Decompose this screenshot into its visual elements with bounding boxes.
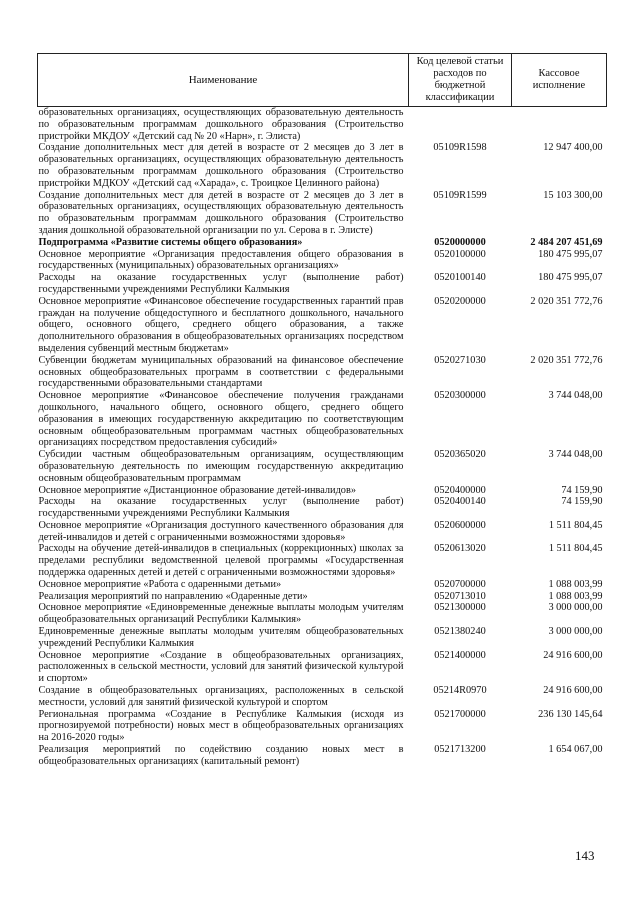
row-amount: 1 654 067,00	[548, 744, 603, 756]
row-name: Подпрограмма «Развитие системы общего образования»	[38, 236, 303, 248]
table-row	[38, 744, 607, 768]
row-code: 05109R1598	[433, 142, 487, 154]
row-name: Создание в общеобразовательных организациях, расположенных в сельской местности, условий для занятий физической культурой и спортом	[38, 685, 404, 708]
row-name: Основное мероприятие «Организация предоставления общего образования в государственных (муниципальных) образовательных организациях»	[38, 248, 404, 272]
row-code: 0520100140	[434, 272, 486, 284]
table-row	[38, 496, 607, 520]
table-row	[38, 107, 607, 143]
row-name: Реализация мероприятий по содействию созданию новых мест в общеобразовательных организациях (капитальный ремонт)	[38, 744, 404, 767]
table-row	[38, 579, 607, 591]
row-name: Основное мероприятие «Создание в общеобразовательных организациях, расположенных в сельской местности, условий для занятий физической культурой и спортом»	[38, 649, 404, 685]
table-row	[38, 626, 607, 650]
row-code: 0520000000	[434, 236, 486, 248]
table-row	[38, 591, 607, 603]
row-name: Основное мероприятие «Финансовое обеспечение получения гражданами дошкольного, начального общего, основного общего, среднего общего образования в имеющих государственную аккредитацию по соответствующим основным общеобразовательным программам частных общеобразовательных организациях посредством предоставления субсидий»	[38, 390, 404, 449]
row-name: Расходы на оказание государственных услуг (выполнение работ) государственными учреждениями Республики Калмыкия	[38, 272, 404, 295]
table-row	[38, 520, 607, 544]
row-code: 0520271030	[434, 354, 486, 366]
header-code: Код целевой статьи расходов по бюджетной классификации	[409, 54, 512, 107]
table-header-row	[38, 54, 607, 107]
header-name: Наименование	[38, 54, 409, 107]
row-code: 0520613020	[434, 543, 486, 555]
row-amount: 74 159,90	[561, 496, 603, 508]
row-name: Основное мероприятие «Дистанционное образование детей-инвалидов»	[38, 484, 356, 496]
row-code: 0521713200	[434, 744, 486, 756]
table-row	[38, 355, 607, 390]
row-amount: 180 475 995,07	[538, 272, 603, 284]
table-row	[38, 142, 607, 189]
row-amount: 3 744 048,00	[548, 449, 603, 461]
row-name: Создание дополнительных мест для детей в возрасте от 2 месяцев до 3 лет в образовательных организациях, осуществляющих образовательную деятельность по образовательным программам дошкольного образования (Строительство пристройки МДКОУ «Детский сад «Харада», с. Троицкое Целинного района)	[38, 142, 404, 189]
row-amount: 1 088 003,99	[548, 590, 603, 602]
row-code: 0521300000	[434, 602, 486, 614]
row-code: 0520365020	[434, 449, 486, 461]
row-amount: 74 159,90	[561, 484, 603, 496]
table-row	[38, 602, 607, 626]
table-row	[38, 190, 607, 237]
row-amount: 15 103 300,00	[543, 189, 603, 201]
row-name: Единовременные денежные выплаты молодым учителям общеобразовательных учреждений Республики Калмыкия	[38, 626, 404, 649]
row-amount: 2 020 351 772,76	[530, 295, 603, 307]
row-code: 0520300000	[434, 390, 486, 402]
row-amount: 12 947 400,00	[543, 142, 603, 154]
table-row	[38, 449, 607, 484]
table-row	[38, 543, 607, 578]
row-name: Создание дополнительных мест для детей в возрасте от 2 месяцев до 3 лет в образовательных организациях, осуществляющих образовательную деятельность по образовательным программам дошкольного образования (Строительство здания дошкольной образовательной организации по ул. Серова в г. Элисте)	[38, 189, 404, 236]
row-amount: 3 000 000,00	[548, 602, 603, 614]
row-code: 0520600000	[434, 519, 486, 531]
row-amount: 2 020 351 772,76	[530, 354, 603, 366]
row-code: 0520100000	[434, 248, 486, 260]
row-name: Региональная программа «Создание в Республике Калмыкия (исходя из прогнозируемой потребности) новых мест в общеобразовательных организациях на 2016-2020 годы»	[38, 708, 404, 744]
row-amount: 2 484 207 451,69	[530, 236, 603, 248]
row-code: 0520400000	[434, 484, 486, 496]
row-amount: 3 744 048,00	[548, 390, 603, 402]
table-row	[38, 249, 607, 273]
row-name: Основное мероприятие «Работа с одаренными детьми»	[38, 578, 282, 590]
row-name: Основное мероприятие «Финансовое обеспечение государственных гарантий прав граждан на получение общедоступного и бесплатного дошкольного, начального общего, основного общего, среднего общего образования, а также дополнительного образования в общеобразовательных организациях посредством выделения субвенций местным бюджетам»	[38, 295, 404, 354]
row-amount: 24 916 600,00	[543, 649, 603, 661]
row-code: 0520700000	[434, 578, 486, 590]
row-amount: 1 511 804,45	[548, 543, 603, 555]
table-row	[38, 237, 607, 249]
row-name: Основное мероприятие «Единовременные денежные выплаты молодым учителям общеобразовательных организаций Республики Калмыкия»	[38, 602, 404, 626]
table-row	[38, 390, 607, 449]
row-name: Основное мероприятие «Организация доступного качественного образования для детей-инвалидов и детей с ограниченными возможностями здоровья»	[38, 519, 404, 543]
row-name: Реализация мероприятий по направлению «Одаренные дети»	[38, 590, 308, 602]
row-code	[409, 107, 512, 143]
table-row	[38, 709, 607, 744]
row-name: Расходы на обучение детей-инвалидов в специальных (коррекционных) школах за пределами республики ведомственной целевой программы «Государственная поддержка одаренных детей и детей с ограниченными возможностями здоровья»	[38, 543, 404, 579]
row-code: 0520400140	[434, 496, 486, 508]
table-row	[38, 485, 607, 497]
row-code: 0521400000	[434, 649, 486, 661]
row-amount: 1 088 003,99	[548, 578, 603, 590]
row-amount	[512, 107, 607, 143]
row-name: Субвенции бюджетам муниципальных образований на финансовое обеспечение основных общеобразовательных программ в соответствии с федеральными государственными образовательными стандартами	[38, 354, 404, 390]
row-amount: 236 130 145,64	[538, 708, 603, 720]
table-row	[38, 650, 607, 685]
row-amount: 3 000 000,00	[548, 626, 603, 638]
row-amount: 180 475 995,07	[538, 248, 603, 260]
table-row	[38, 272, 607, 296]
budget-execution-table	[37, 53, 607, 768]
table-body	[38, 107, 607, 768]
table-row	[38, 685, 607, 709]
row-name: Субсидии частным общеобразовательным организациям, осуществляющим образовательную деятельность по имеющим государственную аккредитацию основным общеобразовательным программам	[38, 449, 404, 484]
row-code: 0521380240	[434, 626, 486, 638]
row-code: 05214R0970	[433, 685, 487, 697]
row-code: 0520713010	[434, 590, 486, 602]
row-name: Расходы на оказание государственных услуг (выполнение работ) государственными учреждениями Республики Калмыкия	[38, 496, 404, 520]
row-code: 0520200000	[434, 295, 486, 307]
row-code: 05109R1599	[433, 189, 487, 201]
row-code: 0521700000	[434, 708, 486, 720]
row-amount: 24 916 600,00	[543, 685, 603, 697]
row-amount: 1 511 804,45	[548, 519, 603, 531]
page-number: 143	[575, 848, 595, 863]
header-amount: Кассовое исполнение	[512, 54, 607, 107]
table-row	[38, 296, 607, 355]
row-name: образовательных организациях, осуществляющих образовательную деятельность по образовательным программам дошкольного образования (Строительство пристройки МКДОУ «Детский сад № 20 «Нарн», г. Элиста)	[38, 107, 404, 142]
